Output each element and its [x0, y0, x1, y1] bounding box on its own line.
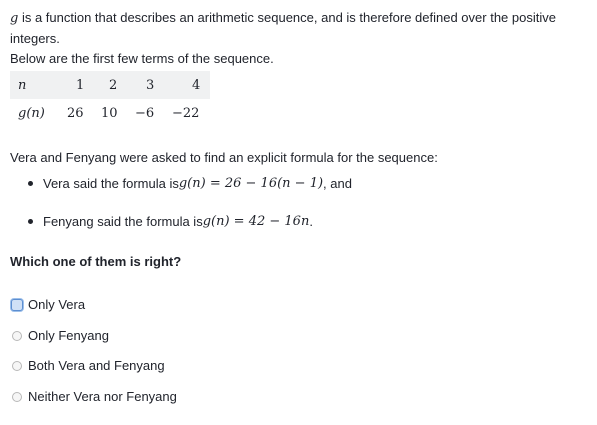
question-intro: Vera and Fenyang were asked to find an explicit formula for the sequence: [10, 150, 438, 165]
claim-fenyang-formula: g(n) = 42 − 16n [202, 214, 310, 229]
radio-selected-icon[interactable] [11, 299, 23, 311]
claim-vera-formula: g(n) = 26 − 16(n − 1) [178, 176, 324, 191]
claim-vera-prefix: Vera said the formula is [43, 176, 179, 191]
claim-fenyang-suffix: . [309, 214, 313, 229]
claim-vera-suffix: , and [323, 176, 352, 191]
question-prompt: Which one of them is right? [10, 254, 182, 269]
intro-text-line1: is a function that describes an arithmetic sequence, and is therefore defined over the positive integers. [10, 10, 556, 46]
table-cell-n-2: 2 [109, 78, 118, 93]
table-cell-n-1: 1 [76, 78, 85, 93]
table-row-label-g: g(n) [18, 106, 45, 121]
table-header-n: n [18, 78, 27, 93]
table-cell-g-2: 10 [101, 106, 118, 121]
table-cell-n-4: 4 [192, 78, 201, 93]
sequence-table [10, 71, 210, 127]
table-cell-g-1: 26 [67, 106, 84, 121]
choice-neither[interactable] [12, 389, 177, 404]
radio-icon[interactable] [12, 361, 22, 371]
radio-icon[interactable] [12, 331, 22, 341]
table-cell-n-3: 3 [146, 78, 155, 93]
choice-only-vera[interactable] [12, 297, 85, 312]
radio-icon[interactable] [12, 392, 22, 402]
table-cell-g-3: −6 [135, 106, 155, 121]
intro-text-line2: Below are the first few terms of the sequence. [10, 51, 274, 66]
choice-label: Neither Vera nor Fenyang [28, 389, 177, 404]
claim-vera [28, 176, 352, 191]
problem-intro [10, 8, 590, 69]
choice-label: Both Vera and Fenyang [28, 358, 165, 373]
function-variable: g [10, 11, 19, 26]
choice-label: Only Fenyang [28, 328, 109, 343]
bullet-dot [28, 181, 33, 186]
table-cell-g-4: −22 [172, 106, 200, 121]
choice-both[interactable] [12, 358, 165, 373]
claim-fenyang [28, 214, 313, 229]
choice-only-fenyang[interactable] [12, 328, 109, 343]
bullet-dot [28, 219, 33, 224]
choice-label: Only Vera [28, 297, 86, 312]
claim-fenyang-prefix: Fenyang said the formula is [43, 214, 203, 229]
